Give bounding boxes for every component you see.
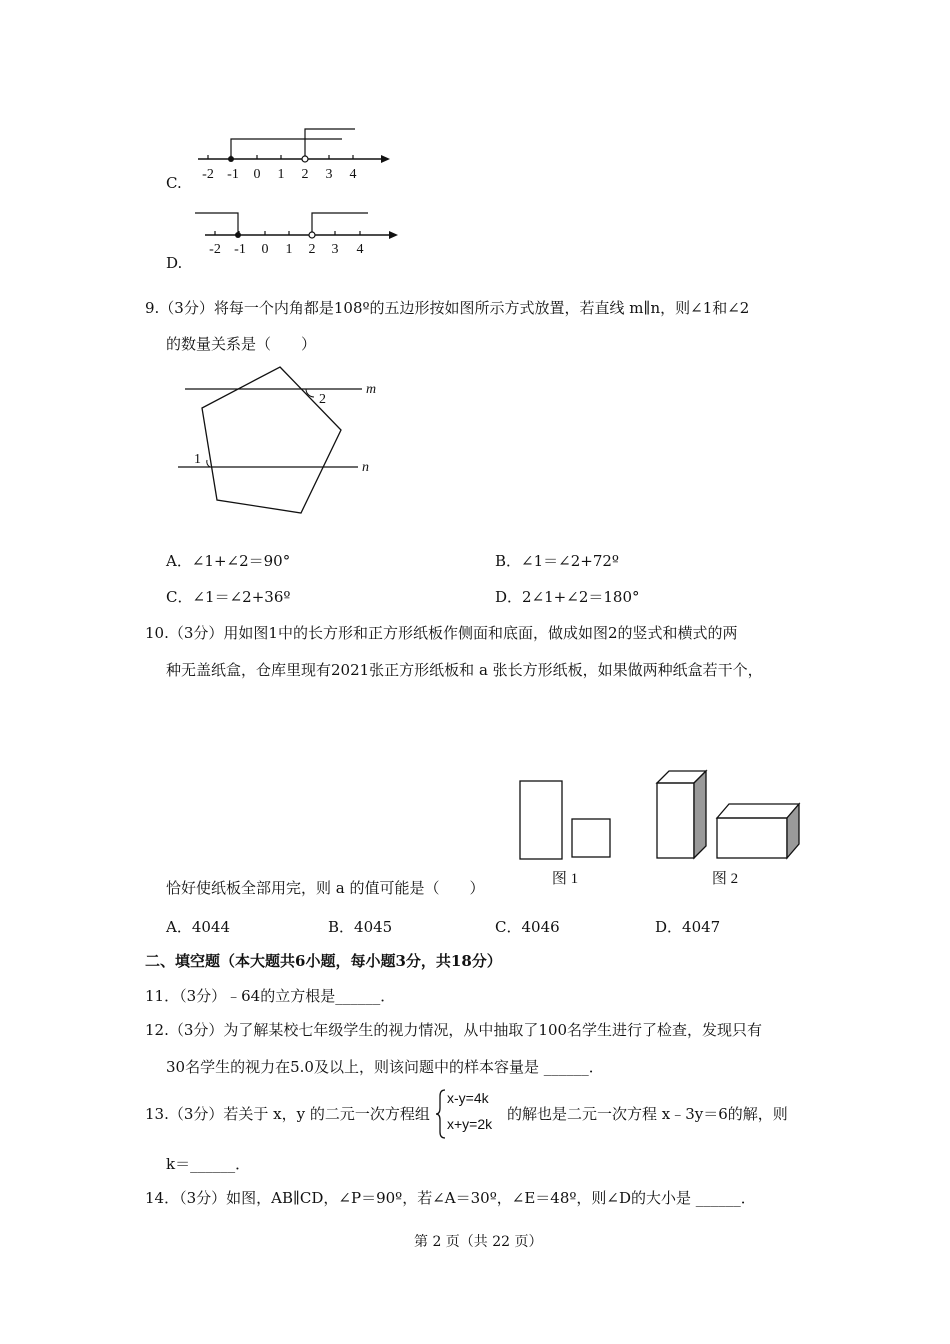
- tick-label: -1: [227, 167, 239, 182]
- q10-figure2: [650, 766, 810, 888]
- q11-text: 11．（3分）﹣64的立方根是______．: [145, 987, 396, 1005]
- q9-option-b: B．∠1＝∠2+72º: [495, 552, 619, 570]
- tick-label: 3: [331, 242, 339, 257]
- tick-label: 2: [308, 242, 316, 257]
- tick-label: 3: [325, 167, 333, 182]
- q10-line1: 10.（3分）用如图1中的长方形和正方形纸板作侧面和底面，做成如图2的竖式和横式的两: [145, 624, 738, 642]
- q10-option-c: C．4046: [495, 918, 560, 936]
- q10-option-b: B．4045: [328, 918, 393, 936]
- q13-equation-1: x-y=4k: [447, 1090, 489, 1106]
- tick-label: 4: [356, 242, 364, 257]
- q8-option-d-label: D.: [166, 254, 183, 272]
- q13-brace: [435, 1088, 447, 1140]
- angle-2-label: 2: [319, 392, 326, 407]
- section-2-title: 二、填空题（本大题共6小题，每小题3分，共18分）: [145, 952, 502, 970]
- tick-label: 0: [261, 242, 269, 257]
- tick-label: -1: [234, 242, 246, 257]
- tick-label: 4: [349, 167, 357, 182]
- q9-option-d: D．2∠1+∠2＝180°: [495, 588, 640, 606]
- line-m-label: m: [366, 382, 377, 397]
- page-footer: 第 2 页（共 22 页）: [414, 1234, 543, 1250]
- tick-label: 0: [253, 167, 261, 182]
- q10-line2: 种无盖纸盒，仓库里现有2021张正方形纸板和 a 张长方形纸板，如果做两种纸盒若干个，: [166, 661, 763, 679]
- q14-text: 14．（3分）如图，AB∥CD，∠P＝90º，若∠A＝30º，∠E＝48º，则∠D的大小是 ______．: [145, 1189, 756, 1207]
- q8-option-d-number-line: [190, 205, 405, 260]
- q8-option-c-number-line: [190, 122, 400, 182]
- tick-label: -2: [209, 242, 221, 257]
- tick-label: 1: [277, 167, 285, 182]
- q8-option-c-label: C.: [166, 174, 182, 192]
- tick-label: -2: [202, 167, 214, 182]
- line-n-label: n: [362, 460, 369, 475]
- q9-line1: 9.（3分）将每一个内角都是108º的五边形按如图所示方式放置，若直线 m∥n，则∠1和∠2: [145, 299, 750, 317]
- q9-option-c: C．∠1＝∠2+36º: [166, 588, 291, 606]
- tick-label: 1: [285, 242, 293, 257]
- figure-2-caption: 图 2: [711, 871, 739, 887]
- q10-option-d: D．4047: [655, 918, 721, 936]
- q13-line2: k＝______．: [166, 1155, 251, 1173]
- q13-equation-2: x+y=2k: [447, 1116, 493, 1132]
- angle-1-label: 1: [194, 452, 201, 467]
- q10-figure1: [515, 776, 615, 888]
- q10-line3: 恰好使纸板全部用完，则 a 的值可能是（ ）: [166, 879, 485, 897]
- figure-1-caption: 图 1: [551, 871, 579, 887]
- q9-pentagon-figure: [170, 362, 390, 522]
- q9-line2: 的数量关系是（ ）: [166, 335, 317, 353]
- q12-line2: 30名学生的视力在5.0及以上，则该问题中的样本容量是 ______．: [166, 1058, 604, 1076]
- tick-label: 2: [301, 167, 309, 182]
- q12-line1: 12.（3分）为了解某校七年级学生的视力情况，从中抽取了100名学生进行了检查，发现只有: [145, 1021, 763, 1039]
- q9-option-a: A．∠1+∠2＝90°: [166, 552, 291, 570]
- q13-prefix: 13.（3分）若关于 x，y 的二元一次方程组: [145, 1105, 430, 1123]
- q13-suffix: 的解也是二元一次方程 x﹣3y＝6的解，则: [507, 1105, 788, 1123]
- q10-option-a: A．4044: [166, 918, 231, 936]
